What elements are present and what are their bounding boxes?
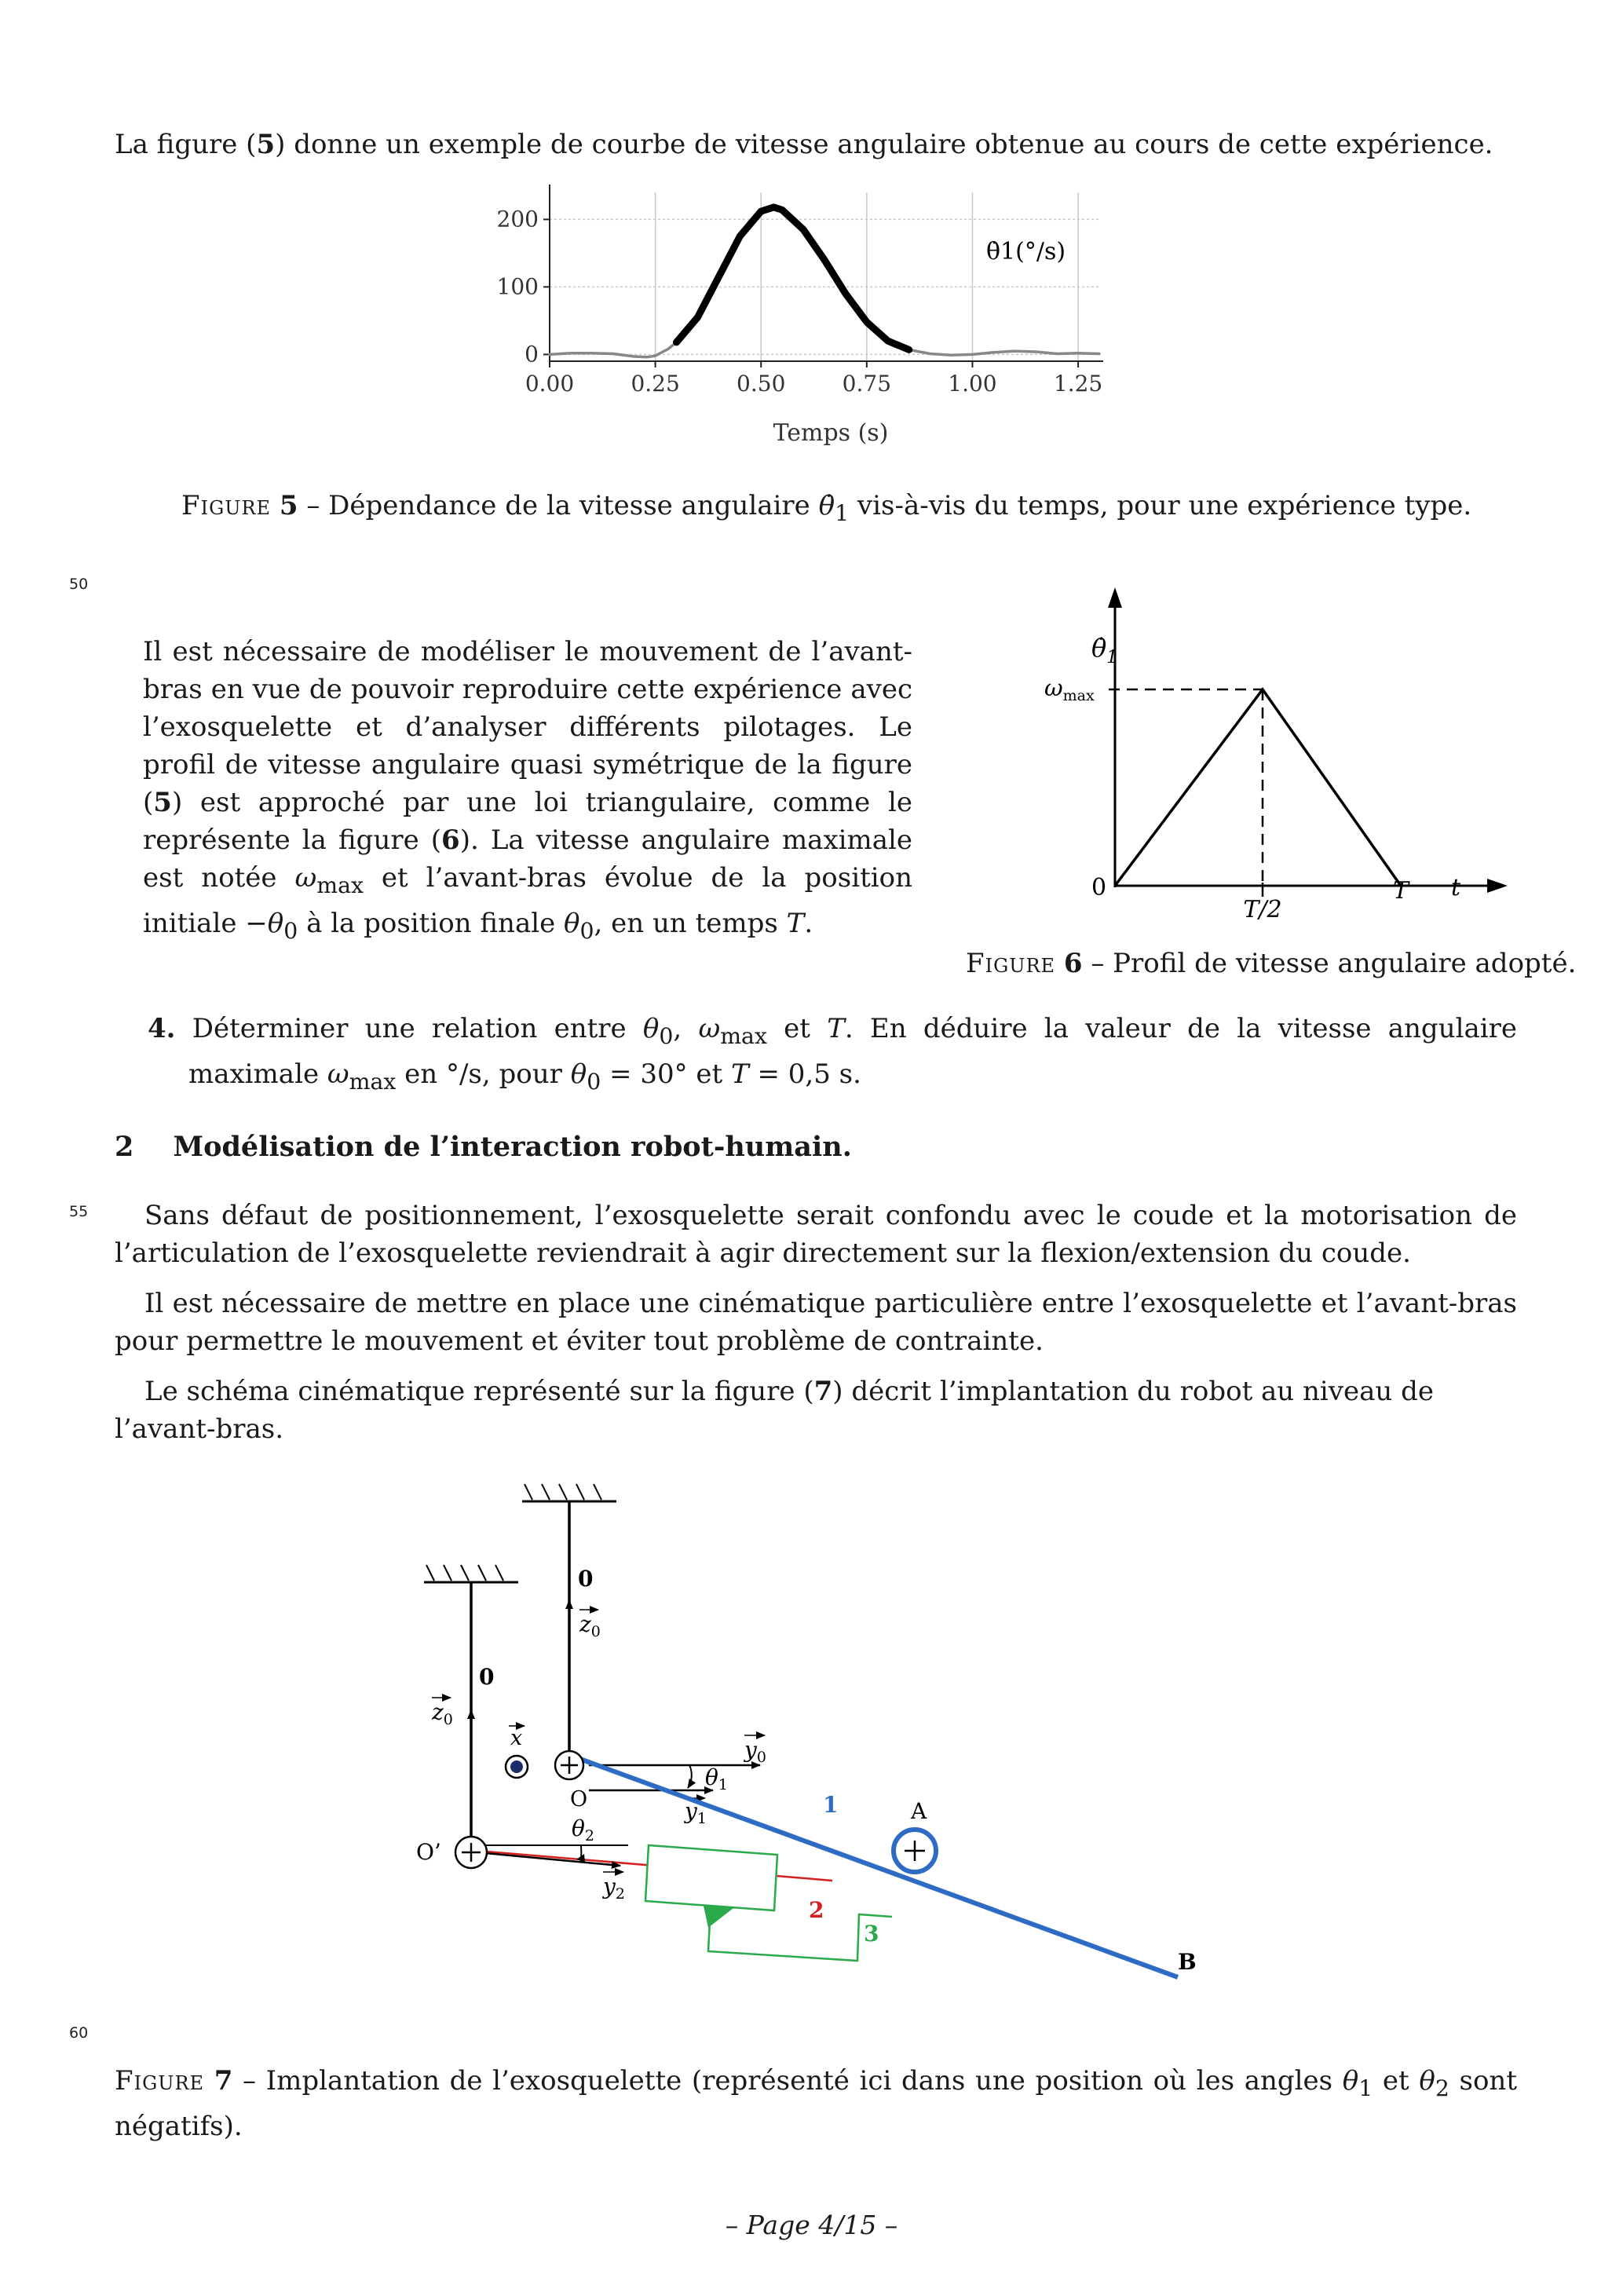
- para-text: ) décrit l’implantation du robot au niveau de l’avant-bras.: [115, 1376, 1434, 1445]
- period-label: T: [1393, 877, 1409, 905]
- y2-axis: [485, 1853, 620, 1866]
- point-O-prime-label: O’: [416, 1839, 441, 1865]
- omega-symbol: ω: [294, 862, 317, 894]
- section-title: Modélisation de l’interaction robot-humain.: [173, 1131, 852, 1163]
- line-number-60: 60: [69, 2024, 89, 2042]
- question-text: = 30° et: [601, 1058, 731, 1090]
- paragraph-schema: [115, 1373, 1528, 1448]
- body-2-label: 2: [809, 1897, 824, 1923]
- x-out-of-plane-dot-icon: [510, 1760, 523, 1773]
- question-text: ,: [673, 1013, 699, 1044]
- figure-7-kinematic-diagram: [393, 1461, 1241, 1994]
- body-3-slider: [645, 1845, 892, 1961]
- chart-series: [550, 207, 1099, 357]
- subscript: 1: [835, 499, 850, 526]
- subscript: max: [349, 1068, 397, 1095]
- para-text: ) est approché par une loi triangulaire, comme le représente la figure (: [143, 787, 912, 856]
- question-number: 4.: [148, 1013, 176, 1044]
- paragraph-model: [143, 633, 912, 950]
- figure-6-diagram: [1021, 581, 1523, 934]
- caption-number: 7: [214, 2065, 233, 2097]
- z0-label-right: $z_0$: [579, 1611, 601, 1640]
- subscript: 2: [1435, 2075, 1449, 2101]
- y2-label: $y_2$: [603, 1874, 625, 1903]
- x-tick-label: 0.00: [525, 371, 575, 397]
- subscript: max: [720, 1022, 767, 1049]
- figure-7-caption: [115, 2062, 1517, 2145]
- y-axis-label: $\thetȧ_1$: [1091, 633, 1118, 667]
- chart-axes: [550, 185, 1103, 361]
- time-axis-label: t: [1451, 874, 1461, 901]
- series-line-highlighted: [677, 207, 909, 350]
- intro-line: [115, 126, 1528, 163]
- question-text: en °/s, pour: [396, 1058, 571, 1090]
- figure-ref: 5: [256, 129, 276, 160]
- body-1-label: 1: [823, 1792, 839, 1818]
- caption-number: 5: [279, 490, 298, 521]
- para-text: .: [804, 907, 813, 939]
- x-tick-label: 0.50: [737, 371, 786, 397]
- theta2-label: $\theta_2$: [572, 1815, 594, 1844]
- caption-text: et: [1373, 2065, 1420, 2097]
- caption-label: Figure: [966, 948, 1056, 979]
- caption-text: – Dépendance de la vitesse angulaire: [298, 490, 819, 521]
- omega-symbol: ω: [327, 1058, 349, 1090]
- point-A-label: A: [911, 1798, 927, 1824]
- wmax-label: $\omega_{max}$: [1044, 675, 1095, 704]
- para-text: , en un temps: [594, 907, 787, 939]
- question-text: . En déduire la valeur de la vitesse angulaire maximale: [188, 1013, 1517, 1090]
- caption-text: – Profil de vitesse angulaire adopté.: [1082, 948, 1577, 979]
- x-label: x: [510, 1726, 523, 1750]
- y-axis-arrow-icon: [1108, 587, 1122, 608]
- half-period-label: T/2: [1243, 896, 1282, 923]
- para-text: et l’avant-bras évolue de la position initiale −: [143, 862, 912, 939]
- page-footer: – Page 4/15 –: [725, 2210, 898, 2240]
- chart-legend: θ̇1(°/s): [986, 238, 1066, 265]
- para-text: à la position finale: [298, 907, 565, 939]
- x-tick-label: 1.00: [948, 371, 997, 397]
- point-O-label: O: [570, 1787, 588, 1812]
- theta1-arc: [688, 1765, 692, 1788]
- intro-text: La figure (: [115, 129, 257, 160]
- y-tick-label: 100: [496, 273, 539, 300]
- time-symbol: T: [786, 907, 805, 939]
- chart-grid: [550, 192, 1099, 361]
- ground-label-right: 0: [578, 1566, 594, 1592]
- x-tick-label: 1.25: [1053, 371, 1103, 397]
- time-symbol: T: [827, 1013, 845, 1044]
- caption-text: sont négatifs).: [115, 2065, 1517, 2142]
- caption-label: Figure: [181, 490, 272, 521]
- theta-symbol: θ: [564, 907, 580, 939]
- theta-symbol: θ: [642, 1013, 660, 1044]
- theta-symbol: θ: [1419, 2065, 1435, 2097]
- subscript: 0: [283, 917, 298, 944]
- ground-label-left: 0: [479, 1664, 495, 1690]
- line-number-50: 50: [69, 576, 89, 593]
- subscript: 0: [587, 1068, 601, 1095]
- intro-text-end: ) donne un exemple de courbe de vitesse angulaire obtenue au cours de cette expérience.: [275, 129, 1493, 160]
- chart-x-label: Temps (s): [773, 419, 889, 447]
- para-text: Le schéma cinématique représenté sur la figure (: [144, 1376, 814, 1407]
- y-tick-label: 200: [496, 206, 539, 232]
- theta-symbol: θ: [1342, 2065, 1359, 2097]
- subscript: 1: [1358, 2075, 1373, 2101]
- y-tick-label: 0: [525, 341, 539, 367]
- theta1-label: $\theta_1$: [705, 1764, 728, 1793]
- para-text: Il est nécessaire de modéliser le mouvement de l’avant-bras en vue de pouvoir reproduire cette expérience avec l’exosquelette et d’analyser différents pilotages. Le profil de vitesse angulaire quasi symétrique de la figure (: [143, 636, 912, 818]
- para-text: ). La vitesse angulaire maximale est notée: [143, 824, 913, 894]
- y0-label: $y_0$: [744, 1737, 766, 1766]
- origin-label: 0: [1091, 874, 1107, 901]
- subscript: 0: [579, 917, 594, 944]
- x-tick-label: 0.75: [842, 371, 892, 397]
- question-text: Déterminer une relation entre: [175, 1013, 643, 1044]
- figure-ref: 7: [813, 1376, 833, 1407]
- theta-symbol: θ: [267, 907, 284, 939]
- paragraph-positioning: Sans défaut de positionnement, l’exosquelette serait confondu avec le coude et la motorisation de l’articulation de l’exosquelette reviendrait à agir directement sur la flexion/extension du coude.: [115, 1200, 1517, 1269]
- theta-dot-symbol: θ̇: [818, 490, 835, 521]
- time-symbol: T: [731, 1058, 749, 1090]
- question-text: = 0,5 s.: [748, 1058, 861, 1090]
- y1-label: $y_1$: [685, 1798, 707, 1827]
- body-3-label: 3: [864, 1921, 879, 1947]
- point-B-label: B: [1178, 1949, 1197, 1975]
- question-text: et: [766, 1013, 828, 1044]
- paragraph-kinematics: Il est nécessaire de mettre en place une cinématique particulière entre l’exosquelette et l’avant-bras pour permettre le mouvement et éviter tout problème de contrainte.: [115, 1288, 1517, 1357]
- z0-label-left: $z_0$: [432, 1699, 453, 1728]
- subscript: max: [316, 872, 364, 898]
- x-axis-arrow-icon: [1487, 879, 1508, 893]
- subscript: 0: [659, 1022, 674, 1049]
- caption-number: 6: [1063, 948, 1083, 979]
- question-4: [148, 1010, 1517, 1101]
- series-line-measured: [550, 207, 1099, 357]
- chart-ticks: [497, 206, 1103, 397]
- caption-text-end: vis-à-vis du temps, pour une expérience type.: [849, 490, 1472, 521]
- section-number: 2: [115, 1131, 134, 1163]
- caption-label: Figure: [115, 2065, 205, 2097]
- omega-symbol: ω: [698, 1013, 721, 1044]
- caption-text: – Implantation de l’exosquelette (représenté ici dans une position où les angles: [232, 2065, 1343, 2097]
- figure-6-caption: [966, 945, 1594, 982]
- figure-5-caption: [181, 487, 1516, 532]
- theta-symbol: θ: [570, 1058, 587, 1090]
- x-tick-label: 0.25: [631, 371, 680, 397]
- triangle-profile: [1115, 689, 1401, 886]
- figure-ref: 5: [153, 787, 172, 818]
- section-heading: [115, 1128, 852, 1166]
- figure-ref: 6: [441, 824, 460, 856]
- line-number-55: 55: [69, 1203, 89, 1220]
- figure-5-chart: [487, 181, 1115, 463]
